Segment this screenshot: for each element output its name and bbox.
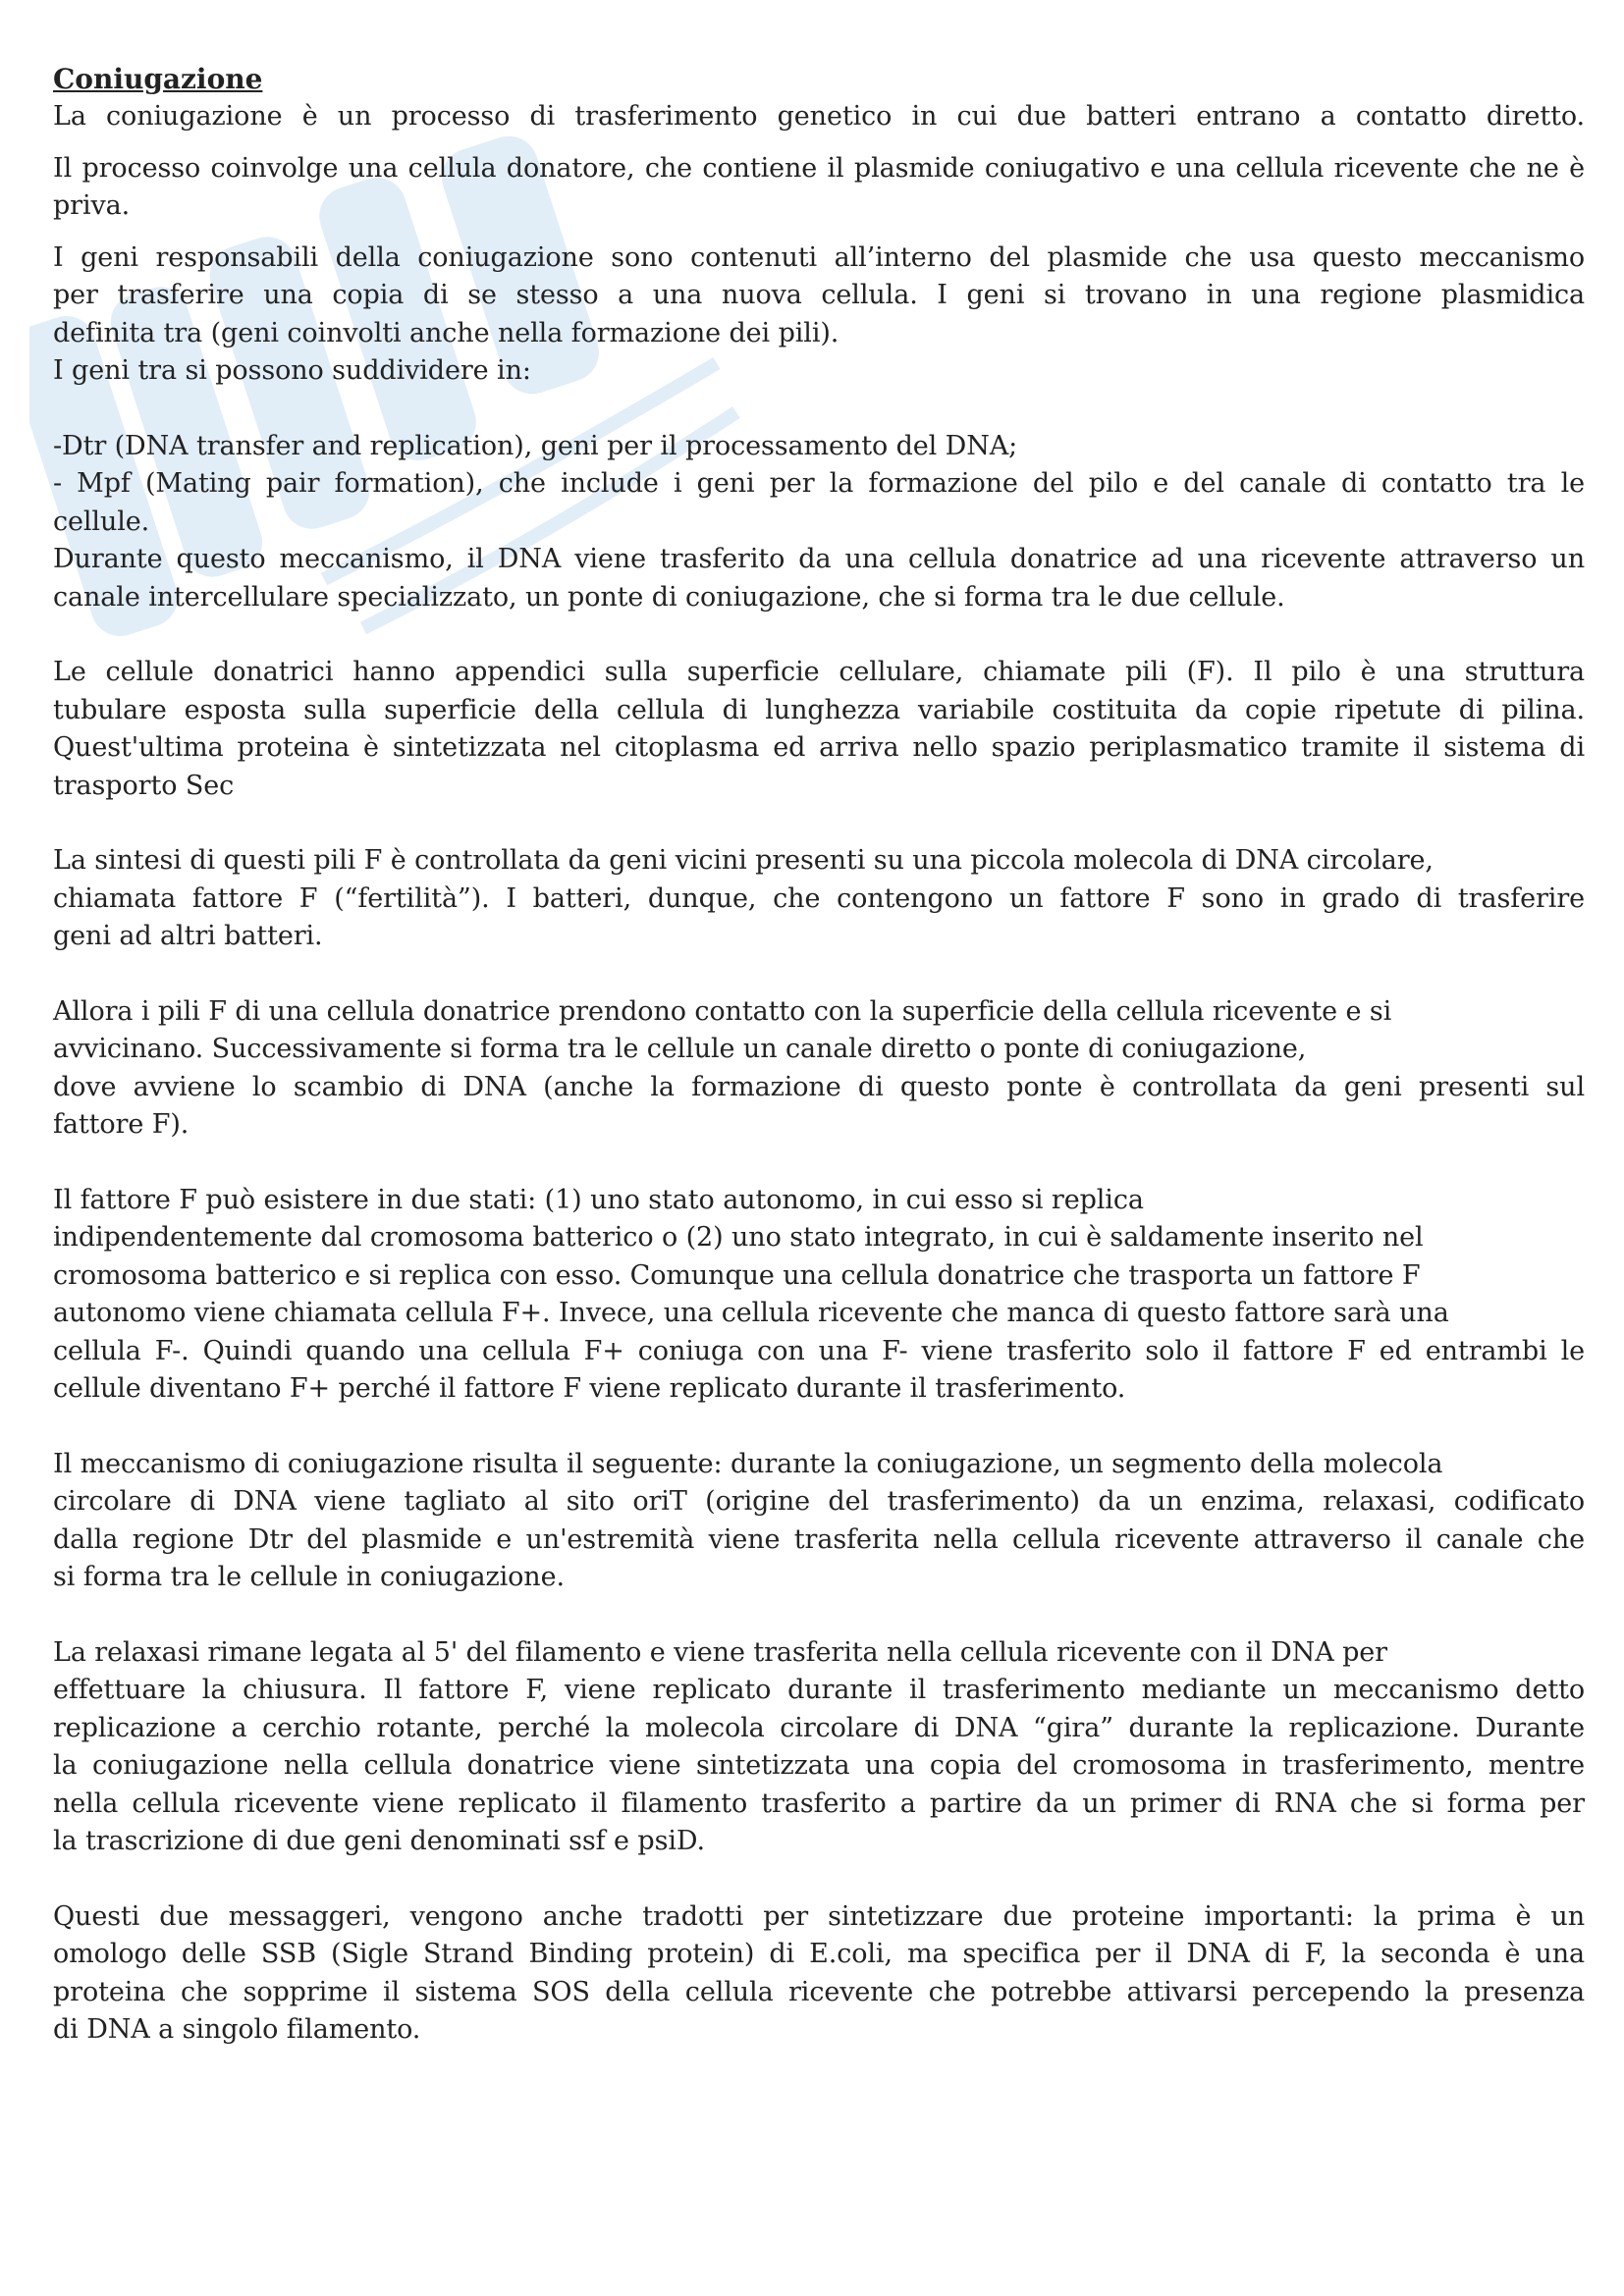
text-line: si forma tra le cellule in coniugazione. — [53, 1562, 565, 1592]
text-line: trasporto Sec — [53, 770, 235, 801]
paragraph — [53, 1898, 1585, 2050]
paragraph — [53, 150, 1585, 226]
document-page — [53, 61, 1585, 2050]
text-line: Durante questo meccanismo, il DNA viene trasferito da una cellula donatrice ad una ricevente attraverso un — [53, 544, 1585, 574]
text-line: dove avviene lo scambio di DNA (anche la formazione di questo ponte è controllata da geni presenti sul — [53, 1071, 1585, 1102]
text-line: cellula F-. Quindi quando una cellula F+ coniuga con una F- viene trasferito solo il fattore F ed entrambi le — [53, 1335, 1585, 1366]
text-line: per trasferire una copia di se stesso a una nuova cellula. I geni si trovano in una regione plasmidica — [53, 280, 1585, 310]
paragraph — [53, 428, 1585, 617]
text-line: canale intercellulare specializzato, un ponte di coniugazione, che si forma tra le due cellule. — [53, 581, 1285, 613]
text-line: Il fattore F può esistere in due stati: (1) uno stato autonomo, in cui esso si replica — [53, 1184, 1144, 1215]
paragraph — [53, 654, 1585, 805]
text-line: la coniugazione nella cellula donatrice viene sintetizzata una copia del cromosoma in trasferimento, mentre — [53, 1750, 1585, 1781]
text-line: Questi due messaggeri, vengono anche tradotti per sintetizzare due proteine importanti: la prima è un — [53, 1900, 1585, 1932]
paragraph — [53, 1634, 1585, 1861]
text-line: tubulare esposta sulla superficie della cellula di lunghezza variabile costituita da copie ripetute di pilina. — [53, 694, 1585, 725]
text-line: fattore F). — [53, 1109, 189, 1140]
text-line: La relaxasi rimane legata al 5' del filamento e viene trasferita nella cellula ricevente con il DNA per — [53, 1636, 1387, 1668]
text-line: avvicinano. Successivamente si forma tra le cellule un canale diretto o ponte di coniugazione, — [53, 1034, 1307, 1064]
text-line: priva. — [53, 190, 131, 221]
text-line: replicazione a cerchio rotante, perché la molecola circolare di DNA “gira” durante la replicazione. Durante — [53, 1712, 1585, 1743]
paragraph — [53, 240, 1585, 391]
text-line: effettuare la chiusura. Il fattore F, viene replicato durante il trasferimento mediante un meccanismo detto — [53, 1675, 1585, 1705]
paragraph — [53, 1446, 1585, 1597]
text-line: la trascrizione di due geni denominati ssf e psiD. — [53, 1826, 705, 1856]
text-line: cromosoma batterico e si replica con esso. Comunque una cellula donatrice che trasporta un fattore F — [53, 1259, 1421, 1291]
text-line: proteina che sopprime il sistema SOS della cellula ricevente che potrebbe attivarsi percependo la presenza — [53, 1976, 1585, 2007]
text-line: geni ad altri batteri. — [53, 921, 323, 951]
text-line: cellule diventano F+ perché il fattore F viene replicato durante il trasferimento. — [53, 1373, 1126, 1404]
text-line: Quest'ultima proteina è sintetizzata nel citoplasma ed arriva nello spazio periplasmatico tramite il sistema di — [53, 732, 1585, 763]
text-line: omologo delle SSB (Sigle Strand Binding protein) di E.coli, ma specifica per il DNA di F, la seconda è una — [53, 1939, 1585, 1969]
text-line: Le cellule donatrici hanno appendici sulla superficie cellulare, chiamate pili (F). Il pilo è una struttura — [53, 657, 1585, 687]
text-line: di DNA a singolo filamento. — [53, 2014, 421, 2045]
text-line: indipendentemente dal cromosoma batterico o (2) uno stato integrato, in cui è saldamente inserito nel — [53, 1222, 1424, 1253]
paragraph — [53, 993, 1585, 1145]
text-line: I geni responsabili della coniugazione sono contenuti all’interno del plasmide che usa questo meccanismo — [53, 241, 1585, 273]
text-line: circolare di DNA viene tagliato al sito oriT (origine del trasferimento) da un enzima, relaxasi, codificato — [53, 1486, 1585, 1517]
text-line: nella cellula ricevente viene replicato il filamento trasferito a partire da un primer di RNA che si forma per — [53, 1788, 1585, 1819]
text-line: La sintesi di questi pili F è controllata da geni vicini presenti su una piccola molecola di DNA circolare, — [53, 845, 1434, 876]
paragraph — [53, 842, 1585, 956]
paragraph — [53, 98, 1585, 136]
text-line: I geni tra si possono suddividere in: — [53, 355, 531, 386]
paragraph — [53, 1182, 1585, 1409]
text-line: definita tra (geni coinvolti anche nella formazione dei pili). — [53, 317, 839, 348]
text-line: Allora i pili F di una cellula donatrice prendono contatto con la superficie della cellula ricevente e si — [53, 995, 1392, 1027]
document-title: Coniugazione — [53, 63, 263, 95]
text-line: cellule. — [53, 506, 150, 537]
text-line: La coniugazione è un processo di trasferimento genetico in cui due batteri entrano a contatto diretto. — [53, 101, 1585, 132]
text-line: -Dtr (DNA transfer and replication), geni per il processamento del DNA; — [53, 430, 1018, 461]
text-line: Il processo coinvolge una cellula donatore, che contiene il plasmide coniugativo e una cellula ricevente che ne è — [53, 152, 1585, 184]
text-line: dalla regione Dtr del plasmide e un'estremità viene trasferita nella cellula ricevente attraverso il canale che — [53, 1523, 1585, 1555]
text-line: - Mpf (Mating pair formation), che include i geni per la formazione del pilo e del canale di contatto tra le — [53, 468, 1585, 499]
text-line: autonomo viene chiamata cellula F+. Invece, una cellula ricevente che manca di questo fattore sarà una — [53, 1298, 1449, 1328]
text-line: Il meccanismo di coniugazione risulta il seguente: durante la coniugazione, un segmento della molecola — [53, 1448, 1443, 1479]
text-line: chiamata fattore F (“fertilità”). I batteri, dunque, che contengono un fattore F sono in grado di trasferire — [53, 882, 1585, 914]
